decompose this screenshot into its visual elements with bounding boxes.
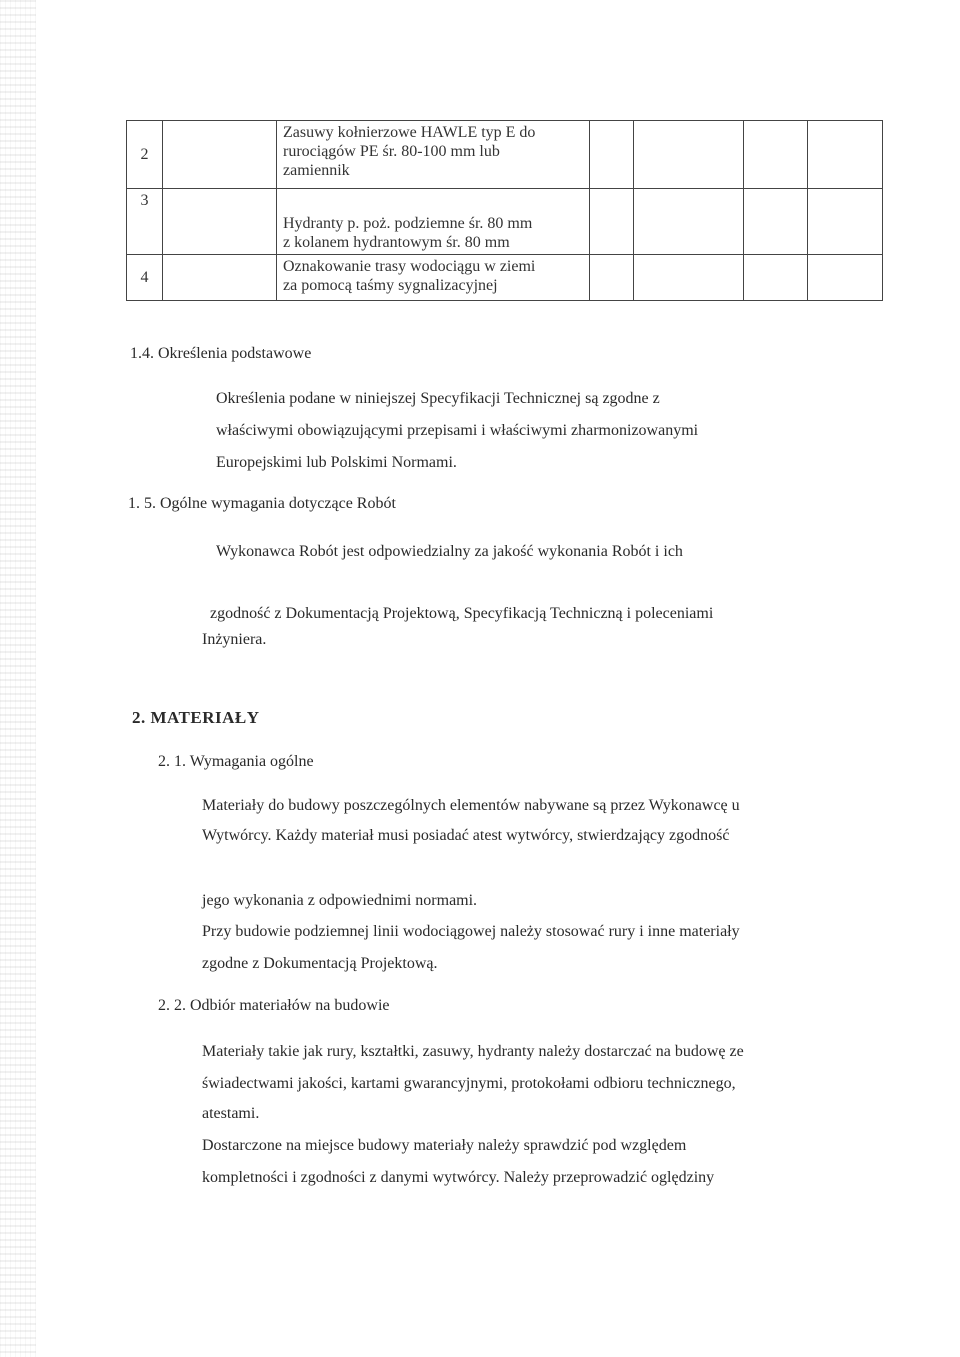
paragraph-line: Dostarczone na miejsce budowy materiały należy sprawdzić pod względem: [202, 1137, 687, 1154]
paragraph-line: Materiały do budowy poszczególnych elementów nabywane są przez Wykonawcę u: [202, 797, 740, 814]
paragraph-line: kompletności i zgodności z danymi wytwórcy. Należy przeprowadzić oględziny: [202, 1169, 715, 1186]
table-row: [127, 255, 883, 301]
paragraph-line: atestami.: [202, 1105, 260, 1122]
row-description: Zasuwy kołnierzowe HAWLE typ E do rurociągów PE śr. 80-100 mm lub zamiennik: [277, 121, 590, 189]
section-heading-2: 2. MATERIAŁY: [132, 708, 260, 727]
paragraph-line: zgodne z Dokumentacją Projektową.: [202, 955, 438, 972]
paragraph-line: Wykonawca Robót jest odpowiedzialny za jakość wykonania Robót i ich: [216, 543, 683, 560]
section-heading-2-2: 2. 2. Odbiór materiałów na budowie: [158, 997, 390, 1014]
row-description: Oznakowanie trasy wodociągu w ziemi za pomocą taśmy sygnalizacyjnej: [277, 255, 590, 301]
paragraph-line: właściwymi obowiązującymi przepisami i właściwymi zharmonizowanymi: [216, 422, 699, 439]
scan-edge-artifact: [0, 0, 36, 1357]
paragraph-line: Przy budowie podziemnej linii wodociągowej należy stosować rury i inne materiały: [202, 923, 740, 940]
row-number: 2: [127, 121, 163, 189]
row-description: Hydranty p. poż. podziemne śr. 80 mm z kolanem hydrantowym śr. 80 mm: [277, 189, 590, 255]
paragraph-line: Określenia podane w niniejszej Specyfikacji Technicznej są zgodne z: [216, 390, 660, 407]
section-heading-2-1: 2. 1. Wymagania ogólne: [158, 753, 314, 770]
paragraph-line: Europejskimi lub Polskimi Normami.: [216, 454, 457, 471]
table-row: [127, 189, 883, 255]
row-number: 3: [127, 189, 163, 255]
paragraph-line: świadectwami jakości, kartami gwarancyjnymi, protokołami odbioru technicznego,: [202, 1075, 736, 1092]
table-row: [127, 121, 883, 189]
row-number: 4: [127, 255, 163, 301]
paragraph-line: Inżyniera.: [202, 631, 267, 648]
section-heading-1-5: 1. 5. Ogólne wymagania dotyczące Robót: [128, 495, 396, 512]
section-heading-1-4: 1.4. Określenia podstawowe: [130, 345, 312, 362]
paragraph-line: Wytwórcy. Każdy materiał musi posiadać atest wytwórcy, stwierdzający zgodność: [202, 827, 730, 844]
paragraph-line: Materiały takie jak rury, kształtki, zasuwy, hydranty należy dostarczać na budowę ze: [202, 1043, 744, 1060]
paragraph-line: zgodność z Dokumentacją Projektową, Specyfikacją Techniczną i poleceniami: [210, 605, 714, 622]
materials-table: [126, 120, 883, 301]
paragraph-line: jego wykonania z odpowiednimi normami.: [202, 892, 478, 909]
